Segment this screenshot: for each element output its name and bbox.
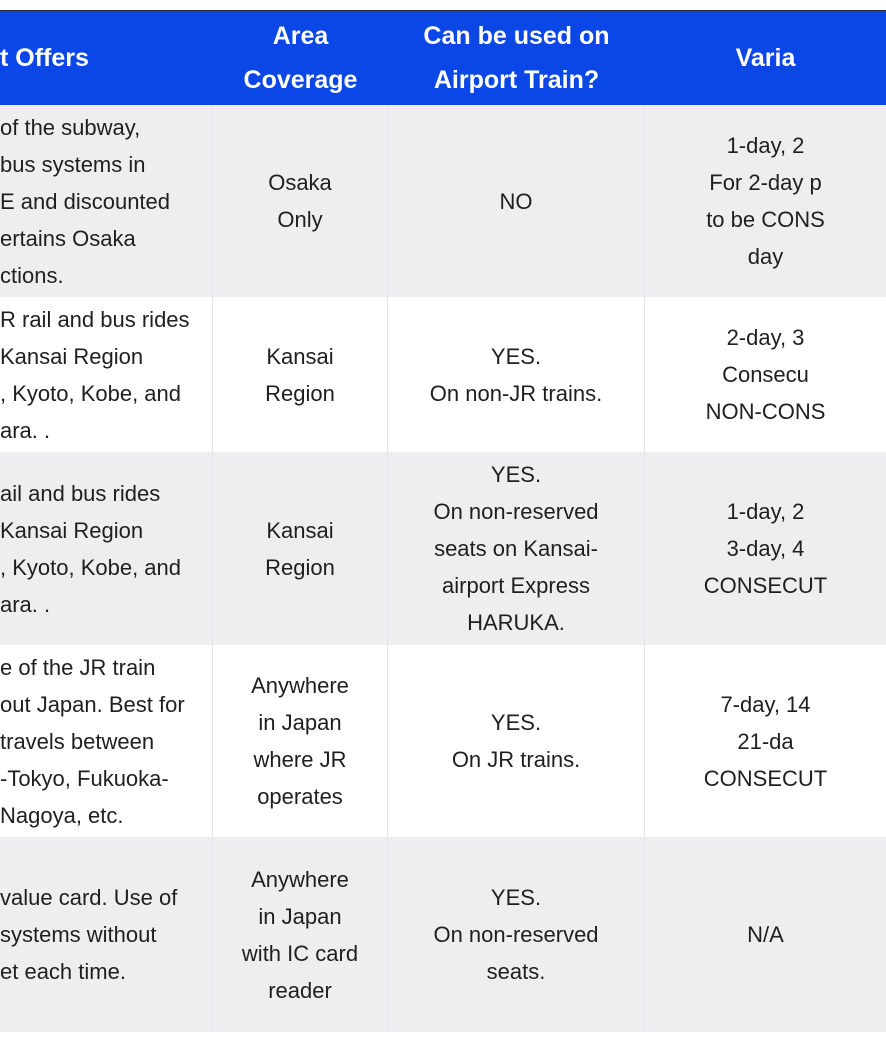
cell-line: 3-day, 4 <box>726 536 805 561</box>
cell-line: operates <box>257 784 343 809</box>
cell-area-coverage <box>213 297 388 452</box>
table-row <box>0 452 886 645</box>
header-area-line: Area <box>272 22 329 50</box>
header-offers <box>0 11 213 105</box>
cell-line: Region <box>265 554 335 580</box>
cell-line: Kansai <box>266 517 334 543</box>
cell-line: e of the JR train <box>0 654 156 680</box>
header-train-line: Airport Train? <box>433 66 600 94</box>
cell-line: Region <box>265 380 335 406</box>
cell-line: -Tokyo, Fukuoka- <box>0 765 169 791</box>
cell-line: ctions. <box>0 262 64 288</box>
cell-line: 2-day, 3 <box>726 325 805 350</box>
cell-airport-train <box>388 105 645 297</box>
cell-line: ail and bus rides <box>0 480 161 506</box>
table-header-row <box>0 11 886 105</box>
cell-line: N/A <box>747 922 784 947</box>
cell-airport-train <box>388 297 645 452</box>
cell-line: et each time. <box>0 959 126 984</box>
cell-airport-train <box>388 645 645 837</box>
cell-line: , Kyoto, Kobe, and <box>0 554 182 580</box>
cell-line: 7-day, 14 <box>720 691 811 717</box>
cell-line: in Japan <box>258 710 342 735</box>
cell-line: CONSECUT <box>703 765 828 791</box>
cell-line: travels between <box>0 728 155 754</box>
cell-line: NO <box>499 188 533 214</box>
cell-line: Kansai <box>266 343 334 369</box>
cell-line: in Japan <box>258 903 342 929</box>
header-airport-train <box>388 11 645 105</box>
cell-line: YES. <box>490 885 542 910</box>
cell-line: reader <box>268 977 332 1003</box>
cell-variants <box>645 105 886 297</box>
cell-variants <box>645 837 886 1032</box>
cell-line: value card. Use of <box>0 885 178 910</box>
header-train-line: Can be used on <box>423 22 610 50</box>
cell-line: Kansai Region <box>0 343 144 369</box>
cell-area-coverage <box>213 645 388 837</box>
cell-line: where JR <box>253 747 347 772</box>
table-row <box>0 837 886 1032</box>
cell-line: out Japan. Best for <box>0 691 185 717</box>
cell-offers <box>0 837 213 1032</box>
cell-line: NON-CONS <box>705 399 826 424</box>
table-row <box>0 105 886 297</box>
cell-line: airport Express <box>442 573 590 598</box>
cell-airport-train <box>388 837 645 1032</box>
cell-line: Kansai Region <box>0 517 144 543</box>
cell-line: bus systems in <box>0 151 146 177</box>
cell-line: seats on Kansai- <box>434 536 598 561</box>
cell-line: Only <box>277 207 323 232</box>
cell-line: R rail and bus rides <box>0 306 190 332</box>
cell-line: YES. <box>490 343 542 369</box>
cell-line: systems without <box>0 922 157 947</box>
cell-line: Nagoya, etc. <box>0 802 124 828</box>
cell-line: ara. . <box>0 417 51 443</box>
header-area-line: Coverage <box>243 66 358 94</box>
cell-line: YES. <box>490 710 542 735</box>
cell-offers <box>0 452 213 645</box>
cell-line: CONSECUT <box>703 573 828 598</box>
cell-line: seats. <box>486 959 546 984</box>
cell-line: On non-reserved <box>433 922 599 947</box>
cell-variants <box>645 297 886 452</box>
cell-line: 21-da <box>737 728 794 754</box>
cell-line: , Kyoto, Kobe, and <box>0 380 182 406</box>
cell-line: Anywhere <box>251 866 349 892</box>
cell-line: YES. <box>490 462 542 487</box>
header-variants-text: Varia <box>735 44 796 72</box>
cell-offers <box>0 297 213 452</box>
cell-airport-train <box>388 452 645 645</box>
cell-line: E and discounted <box>0 188 171 214</box>
cell-variants <box>645 645 886 837</box>
cell-line: 1-day, 2 <box>726 133 805 158</box>
cell-line: On non-reserved <box>433 499 599 524</box>
cell-area-coverage <box>213 837 388 1032</box>
cell-line: HARUKA. <box>467 610 565 635</box>
cell-line: 1-day, 2 <box>726 499 805 524</box>
cell-variants <box>645 452 886 645</box>
cell-area-coverage <box>213 452 388 645</box>
table-row <box>0 645 886 837</box>
cell-line: Anywhere <box>251 673 349 698</box>
cell-line: day <box>747 244 784 269</box>
cell-offers <box>0 645 213 837</box>
cell-line: On non-JR trains. <box>429 380 603 406</box>
cell-line: Osaka <box>268 170 332 195</box>
cell-line: For 2-day p <box>709 170 822 195</box>
cell-line: with IC card <box>241 940 359 966</box>
header-variants <box>645 11 886 105</box>
header-offers-text: t Offers <box>0 44 89 72</box>
cell-line: of the subway, <box>0 114 141 140</box>
cell-offers <box>0 105 213 297</box>
cell-line: to be CONS <box>706 207 825 232</box>
cell-area-coverage <box>213 105 388 297</box>
comparison-table <box>0 10 886 1031</box>
cell-line: ara. . <box>0 591 51 617</box>
cell-line: ertains Osaka <box>0 225 136 251</box>
cell-line: Consecu <box>722 362 809 387</box>
cell-line: On JR trains. <box>451 747 581 772</box>
header-area-coverage <box>213 11 388 105</box>
table-row <box>0 297 886 452</box>
